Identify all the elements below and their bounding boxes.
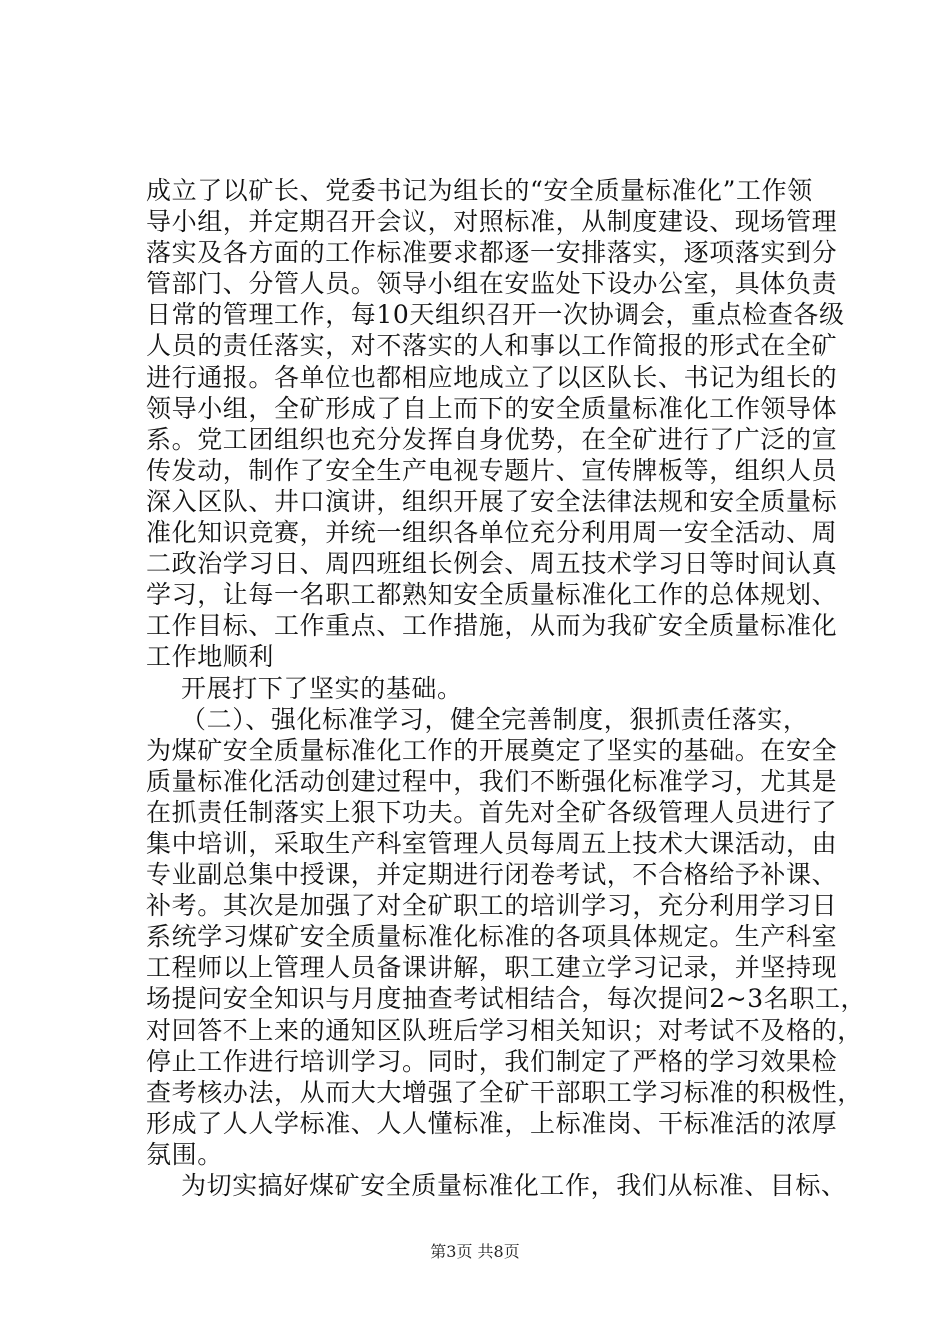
text-line: 工作地顺利 — [146, 642, 275, 672]
text-line: 工程师以上管理人员备课讲解，职工建立学习记录，并坚持现 — [146, 953, 838, 983]
page-number-footer: 第3页 共8页 — [430, 1242, 520, 1261]
text-line: 在抓责任制落实上狠下功夫。首先对全矿各级管理人员进行了 — [146, 797, 838, 827]
text-line: 人员的责任落实，对不落实的人和事以工作简报的形式在全矿 — [146, 331, 838, 361]
text-line: 氛围。 — [146, 1139, 223, 1169]
text-line: 落实及各方面的工作标准要求都逐一安排落实，逐项落实到分 — [146, 238, 838, 268]
text-line: 成立了以矿长、党委书记为组长的“安全质量标准化”工作领 — [146, 176, 813, 205]
text-line: 对回答不上来的通知区队班后学习相关知识；对考试不及格的， — [146, 1015, 863, 1045]
text-line: 系统学习煤矿安全质量标准化标准的各项具体规定。生产科室 — [146, 922, 838, 952]
text-line: 领导小组，全矿形成了自上而下的安全质量标准化工作领导体 — [146, 393, 838, 423]
text-line: 开展打下了坚实的基础。 — [181, 673, 463, 703]
text-line: 导小组，并定期召开会议，对照标准，从制度建设、现场管理 — [146, 207, 838, 237]
text-line: 补考。其次是加强了对全矿职工的培训学习，充分利用学习日 — [146, 891, 838, 921]
text-line: 停止工作进行培训学习。同时，我们制定了严格的学习效果检 — [146, 1046, 838, 1076]
text-line: 日常的管理工作，每10天组织召开一次协调会，重点检查各级 — [146, 300, 845, 330]
text-line: 系。党工团组织也充分发挥自身优势，在全矿进行了广泛的宣 — [146, 424, 838, 454]
text-line: 二政治学习日、周四班组长例会、周五技术学习日等时间认真 — [146, 549, 838, 579]
text-line: 场提问安全知识与月度抽查考试相结合，每次提问2~3名职工， — [146, 984, 867, 1014]
section-heading-line: （二）、强化标准学习，健全完善制度，狠抓责任落实， — [181, 704, 809, 734]
text-line: 准化知识竞赛，并统一组织各单位充分利用周一安全活动、周 — [146, 518, 838, 548]
text-line: 形成了人人学标准、人人懂标准，上标准岗、干标准活的浓厚 — [146, 1108, 838, 1138]
text-line: 质量标准化活动创建过程中，我们不断强化标准学习，尤其是 — [146, 766, 838, 796]
text-line: 为切实搞好煤矿安全质量标准化工作，我们从标准、目标、 — [181, 1171, 847, 1200]
text-line: 查考核办法，从而大大增强了全矿干部职工学习标准的积极性， — [146, 1077, 863, 1107]
text-line: 传发动，制作了安全生产电视专题片、宣传牌板等，组织人员 — [146, 455, 838, 485]
text-line: 为煤矿安全质量标准化工作的开展奠定了坚实的基础。在安全 — [146, 735, 838, 765]
text-line: 管部门、分管人员。领导小组在安监处下设办公室，具体负责 — [146, 269, 838, 299]
text-line: 进行通报。各单位也都相应地成立了以区队长、书记为组长的 — [146, 362, 838, 392]
text-line: 深入区队、井口演讲，组织开展了安全法律法规和安全质量标 — [146, 486, 838, 516]
text-line: 学习，让每一名职工都熟知安全质量标准化工作的总体规划、 — [146, 580, 838, 610]
body-text — [146, 175, 867, 1201]
text-line: 工作目标、工作重点、工作措施，从而为我矿安全质量标准化 — [146, 611, 838, 641]
text-line: 集中培训，采取生产科室管理人员每周五上技术大课活动，由 — [146, 828, 838, 858]
text-line: 专业副总集中授课，并定期进行闭卷考试，不合格给予补课、 — [146, 860, 838, 890]
